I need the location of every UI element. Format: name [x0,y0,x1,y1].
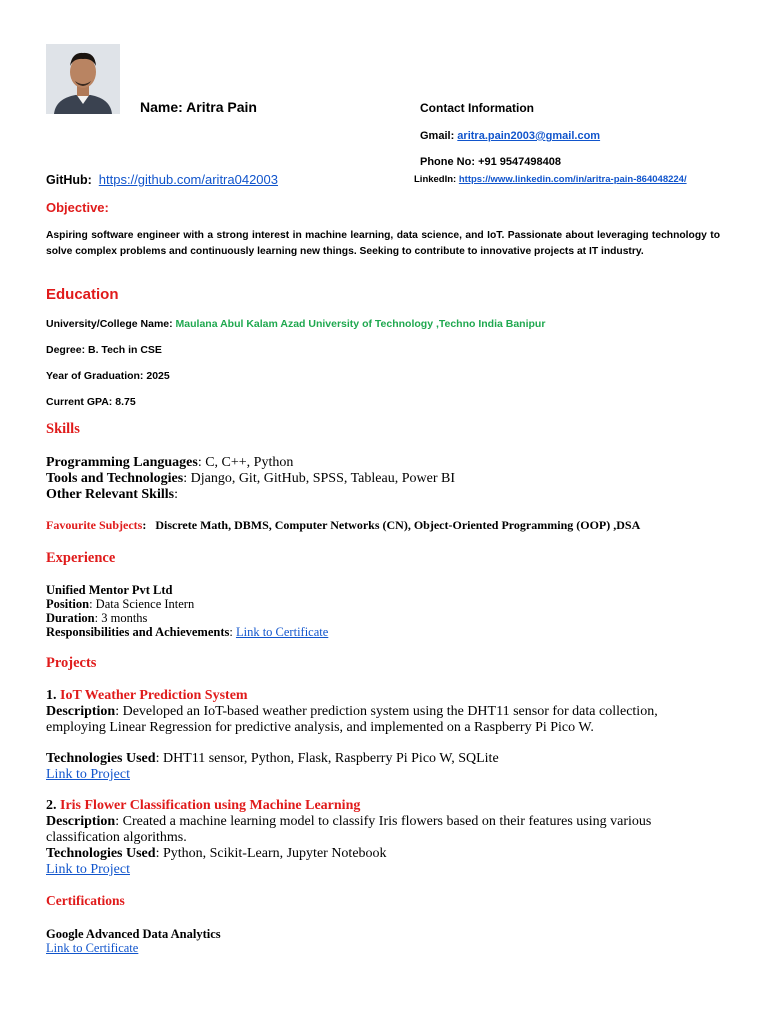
project-item [46,798,651,878]
project-item [46,688,658,736]
education-heading: Education [46,286,119,303]
phone-number: +91 9547498408 [478,156,561,168]
certification-entry [46,927,221,955]
skill-row-languages [46,455,455,471]
phone-label: Phone No: [420,156,479,168]
university-name: Maulana Abul Kalam Azad University of Technology ,Techno India Banipur [175,318,546,330]
project-tech-block [46,751,499,783]
skill-row-tools [46,471,455,487]
tools-label: Tools and Technologies [46,471,184,486]
gpa-row: Current GPA: 8.75 [46,396,136,408]
favourite-subjects-row [46,518,640,533]
description-line-2: employing Linear Regression for predictive analysis, and implemented on a Raspberry Pi Pico W. [46,720,594,735]
profile-photo-graphic [46,44,120,114]
position-value: : Data Science Intern [89,597,195,611]
certifications-heading: Certifications [46,893,125,908]
experience-entry [46,583,328,639]
certification-link[interactable]: Link to Certificate [46,941,139,955]
languages-value: : C, C++, Python [197,455,294,470]
description-line-1: : Developed an IoT-based weather prediction system using the DHT11 sensor for data collection, [115,704,658,719]
project-title-row [46,688,658,704]
languages-label: Programming Languages [46,455,198,470]
favourite-subjects-label: Favourite Subjects [46,518,143,532]
project-title: IoT Weather Prediction System [60,688,248,703]
project-number: 1. [46,688,60,703]
objective-heading: Objective: [46,200,109,215]
objective-text: Aspiring software engineer with a strong interest in machine learning, data science, and IoT. Passionate about leveraging technology to solve complex problems and continuously learning new things. Seeking to contribute to innovative projects at IT industry. [46,230,720,257]
technologies-label: Technologies Used [46,846,156,861]
profile-photo [46,44,120,114]
github-line [46,172,278,187]
name-line [140,99,257,115]
responsibilities-label: Responsibilities and Achievements [46,625,230,639]
position-label: Position [46,597,90,611]
tools-value: : Django, Git, GitHub, SPSS, Tableau, Power BI [183,471,455,486]
project-title: Iris Flower Classification using Machine Learning [60,798,361,813]
experience-heading: Experience [46,550,116,566]
duration-row [46,611,328,625]
name-label: Name: [140,99,187,115]
description-line-2: classification algorithms. [46,830,187,845]
skills-list [46,455,455,503]
linkedin-link[interactable]: https://www.linkedin.com/in/aritra-pain-864048224/ [458,174,687,185]
technologies-value: : Python, Scikit-Learn, Jupyter Notebook [155,846,387,861]
company-name: Unified Mentor Pvt Ltd [46,583,173,597]
github-label: GitHub: [46,173,92,187]
experience-certificate-link[interactable]: Link to Certificate [235,625,329,639]
projects-heading: Projects [46,655,97,671]
graduation-row: Year of Graduation: 2025 [46,370,170,382]
project-link[interactable]: Link to Project [46,862,130,877]
project-technologies [46,846,651,862]
project-technologies [46,751,499,767]
project-number: 2. [46,798,60,813]
project-description [46,814,651,830]
linkedin-line [414,174,687,185]
technologies-value: : DHT11 sensor, Python, Flask, Raspberry Pi Pico W, SQLite [155,751,499,766]
gmail-label: Gmail: [420,130,458,142]
degree-row: Degree: B. Tech in CSE [46,344,162,356]
duration-value: : 3 months [94,611,148,625]
favourite-subjects-sep: : [142,518,156,532]
contact-info-title: Contact Information [420,101,534,115]
phone-line [420,156,561,168]
university-label: University/College Name: [46,318,176,330]
other-skills-value: : [174,487,178,502]
skills-heading: Skills [46,421,80,437]
skill-row-other [46,487,455,503]
gmail-link[interactable]: aritra.pain2003@gmail.com [457,130,601,142]
university-row [46,318,545,330]
gmail-line [420,130,600,142]
linkedin-label: LinkedIn: [414,174,459,185]
position-row [46,597,328,611]
full-name: Aritra Pain [186,99,257,115]
favourite-subjects-value: Discrete Math, DBMS, Computer Networks (CN), Object-Oriented Programming (OOP) ,DSA [155,518,641,532]
duration-label: Duration [46,611,95,625]
responsibilities-sep: : [229,625,236,639]
description-label: Description [46,814,116,829]
technologies-label: Technologies Used [46,751,156,766]
project-title-row [46,798,651,814]
other-skills-label: Other Relevant Skills [46,487,175,502]
project-link[interactable]: Link to Project [46,767,130,782]
project-description [46,704,658,720]
responsibilities-row [46,625,328,639]
description-label: Description [46,704,116,719]
description-line-1: : Created a machine learning model to classify Iris flowers based on their features using various [115,814,652,829]
github-link[interactable]: https://github.com/aritra042003 [98,172,279,187]
certification-name: Google Advanced Data Analytics [46,927,221,941]
